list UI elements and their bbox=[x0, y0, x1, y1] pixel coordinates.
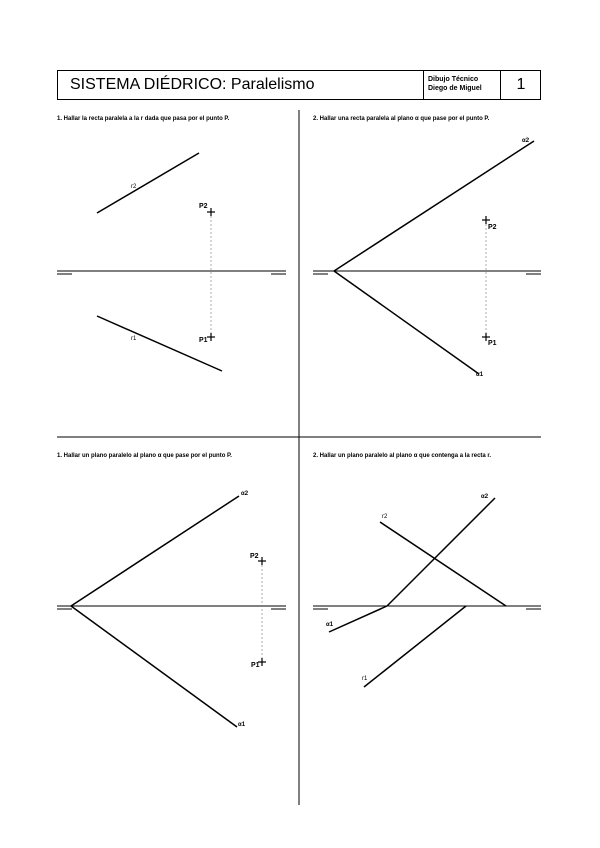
point-p2-marker bbox=[207, 208, 215, 216]
label-p2: P2 bbox=[250, 553, 259, 560]
label-r2: r2 bbox=[382, 514, 388, 520]
exercise-3 bbox=[57, 453, 286, 728]
label-p1: P1 bbox=[488, 340, 497, 347]
trace-alpha2 bbox=[387, 498, 495, 606]
point-p2-marker bbox=[258, 557, 266, 565]
ground-line bbox=[313, 271, 541, 274]
label-alpha1: α1 bbox=[326, 622, 334, 628]
author-label: Diego de Miguel bbox=[428, 84, 482, 92]
exercise-4-statement: 2. Hallar un plano paralelo al plano α que contenga a la recta r. bbox=[313, 453, 492, 459]
label-r2: r2 bbox=[131, 184, 137, 190]
label-p2: P2 bbox=[199, 203, 208, 210]
exercise-3-statement: 1. Hallar un plano paralelo al plano α que pase por el punto P. bbox=[57, 453, 232, 459]
label-r1: r1 bbox=[362, 676, 368, 682]
ground-line bbox=[313, 606, 541, 609]
ground-line bbox=[57, 606, 286, 609]
subject-label: Dibujo Técnico bbox=[428, 76, 479, 83]
label-p1: P1 bbox=[199, 337, 208, 344]
label-r1: r1 bbox=[131, 336, 137, 342]
exercise-1-statement: 1. Hallar la recta paralela a la r dada que pasa por el punto P. bbox=[57, 116, 230, 122]
label-alpha1: α1 bbox=[238, 722, 246, 728]
exercise-2 bbox=[313, 116, 541, 378]
trace-alpha2 bbox=[334, 141, 534, 271]
ground-line bbox=[57, 271, 286, 274]
sheet-number: 1 bbox=[516, 76, 526, 93]
point-p1-marker bbox=[207, 333, 215, 341]
trace-alpha1 bbox=[334, 271, 479, 374]
trace-alpha1 bbox=[71, 606, 237, 727]
line-r2 bbox=[97, 153, 199, 213]
point-p2-marker bbox=[482, 216, 490, 224]
label-alpha2: α2 bbox=[241, 491, 249, 497]
exercise-4 bbox=[313, 453, 541, 687]
label-p1: P1 bbox=[251, 662, 260, 669]
sheet-title: SISTEMA DIÉDRICO: Paralelismo bbox=[70, 76, 315, 93]
label-alpha2: α2 bbox=[481, 494, 489, 500]
trace-alpha2 bbox=[71, 496, 239, 606]
label-alpha1: α1 bbox=[476, 372, 484, 378]
line-r1 bbox=[364, 606, 466, 687]
trace-alpha1 bbox=[329, 606, 387, 632]
exercise-1 bbox=[57, 116, 286, 371]
label-alpha2: α2 bbox=[522, 138, 530, 144]
exercise-2-statement: 2. Hallar una recta paralela al plano α que pase por el punto P. bbox=[313, 116, 490, 122]
label-p2: P2 bbox=[488, 224, 497, 231]
